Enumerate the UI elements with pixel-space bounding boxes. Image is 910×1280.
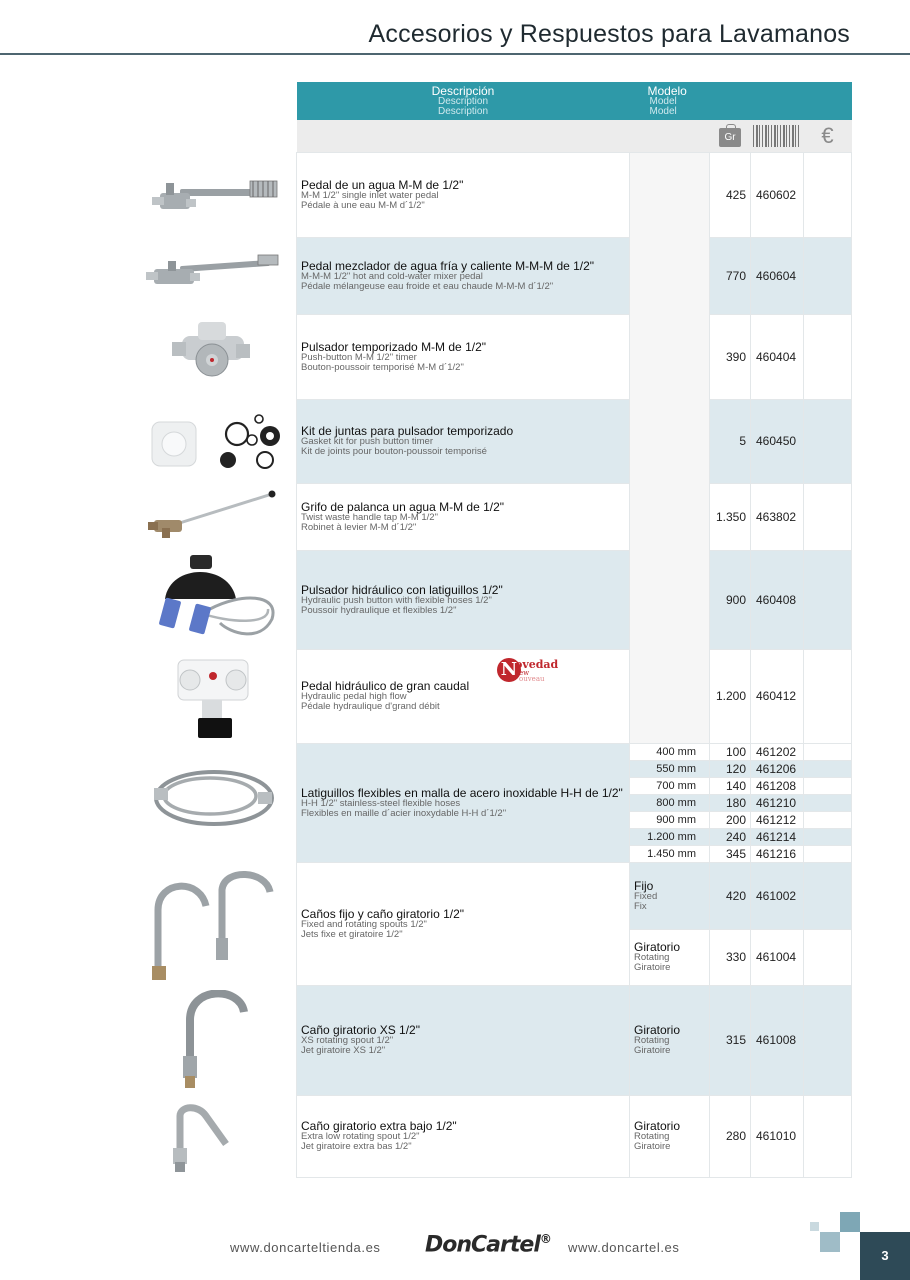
page-number: 3 xyxy=(860,1232,910,1280)
table-row: Giratorio Rotating Giratoire 330 461004 xyxy=(297,929,852,985)
table-row: 1.450 mm 345 461216 xyxy=(297,845,852,862)
table-row: Pedal mezclador de agua fría y caliente M-M-M de 1/2" M-M-M 1/2" hot and cold-water mixer pedal Pédale mélangeuse eau froide et eau chaude M-M-M d´1/2" 770 460604 xyxy=(297,237,852,314)
table-row: 550 mm 120 461206 xyxy=(297,760,852,777)
page-title: Accesorios y Respuestos para Lavamanos xyxy=(368,20,850,48)
brand-logo: DonCartel® xyxy=(425,1232,551,1258)
product-image-hydraulic-button xyxy=(140,553,285,641)
table-row: Caño giratorio XS 1/2" XS rotating spout 1/2" Jet giratoire XS 1/2" Giratorio Rotating Giratoire 315 461008 xyxy=(297,985,852,1095)
title-divider xyxy=(0,53,910,55)
table-row: Caños fijo y caño giratorio 1/2" Fixed and rotating spouts 1/2" Jets fixe et giratoire 1/2" Fijo Fixed Fix 420 461002 xyxy=(297,862,852,929)
barcode-icon xyxy=(753,125,801,147)
product-image-single-pedal xyxy=(140,175,285,220)
description-header: Descripción Description Description xyxy=(297,82,630,120)
product-image-spouts xyxy=(140,870,285,982)
model-header: Modelo Model Model xyxy=(630,82,710,120)
product-table xyxy=(296,82,852,1178)
product-image-lever-tap xyxy=(140,488,285,542)
table-row: Grifo de palanca un agua M-M de 1/2" Twist waste handle tap M-M 1/2" Robinet à levier M-M d´1/2" 1.350 463802 xyxy=(297,483,852,550)
product-image-flexible-hoses xyxy=(140,762,285,834)
table-row: 700 mm 140 461208 xyxy=(297,777,852,794)
table-row: Pulsador temporizado M-M de 1/2" Push-button M-M 1/2" timer Bouton-poussoir temporisé M-M d´1/2" 390 460404 xyxy=(297,314,852,399)
table-row: Pedal hidráulico de gran caudal Hydraulic pedal high flow Pédale hydraulique d'grand débit N ovedad ew ouveau 1.200 460412 xyxy=(297,649,852,743)
table-row: 900 mm 200 461212 xyxy=(297,811,852,828)
novedad-badge: N ovedad ew ouveau xyxy=(497,658,559,684)
product-image-push-timer xyxy=(140,318,285,380)
table-row: Pulsador hidráulico con latiguillos 1/2" Hydraulic push button with flexible hoses 1/2" Poussoir hydraulique et flexibles 1/2" 900 460408 xyxy=(297,550,852,649)
product-image-mixer-pedal xyxy=(140,253,285,293)
table-row: Kit de juntas para pulsador temporizado Gasket kit for push button timer Kit de joints pour bouton-poussoir temporisé 5 460450 xyxy=(297,399,852,483)
decorative-square xyxy=(820,1232,840,1252)
weight-icon: Gr xyxy=(719,128,741,147)
decorative-square xyxy=(810,1222,819,1231)
euro-icon: € xyxy=(821,122,834,148)
footer-site-url[interactable]: www.doncartel.es xyxy=(568,1240,680,1255)
table-row: Latiguillos flexibles en malla de acero inoxidable H-H de 1/2" H-H 1/2" stainless-steel flexible hoses Flexibles en maille d´acier inoxydable H-H d´1/2" 400 mm 100 461202 xyxy=(297,743,852,760)
product-image-xs-spout xyxy=(140,990,285,1090)
product-image-low-spout xyxy=(140,1102,285,1174)
table-header xyxy=(297,82,852,120)
table-row: Caño giratorio extra bajo 1/2" Extra low rotating spout 1/2" Jet giratoire extra bas 1/2" Giratorio Rotating Giratoire 280 461010 xyxy=(297,1095,852,1177)
footer-shop-url[interactable]: www.doncarteltienda.es xyxy=(230,1240,381,1255)
table-row: Pedal de un agua M-M de 1/2" M-M 1/2" single inlet water pedal Pédale à une eau M-M d´1/2" 425 460602 xyxy=(297,152,852,237)
icon-header-row xyxy=(297,120,852,152)
decorative-square xyxy=(840,1212,860,1232)
product-image-gasket-kit xyxy=(140,410,285,472)
table-row: 1.200 mm 240 461214 xyxy=(297,828,852,845)
product-image-hydraulic-pedal xyxy=(140,654,285,740)
table-row: 800 mm 180 461210 xyxy=(297,794,852,811)
